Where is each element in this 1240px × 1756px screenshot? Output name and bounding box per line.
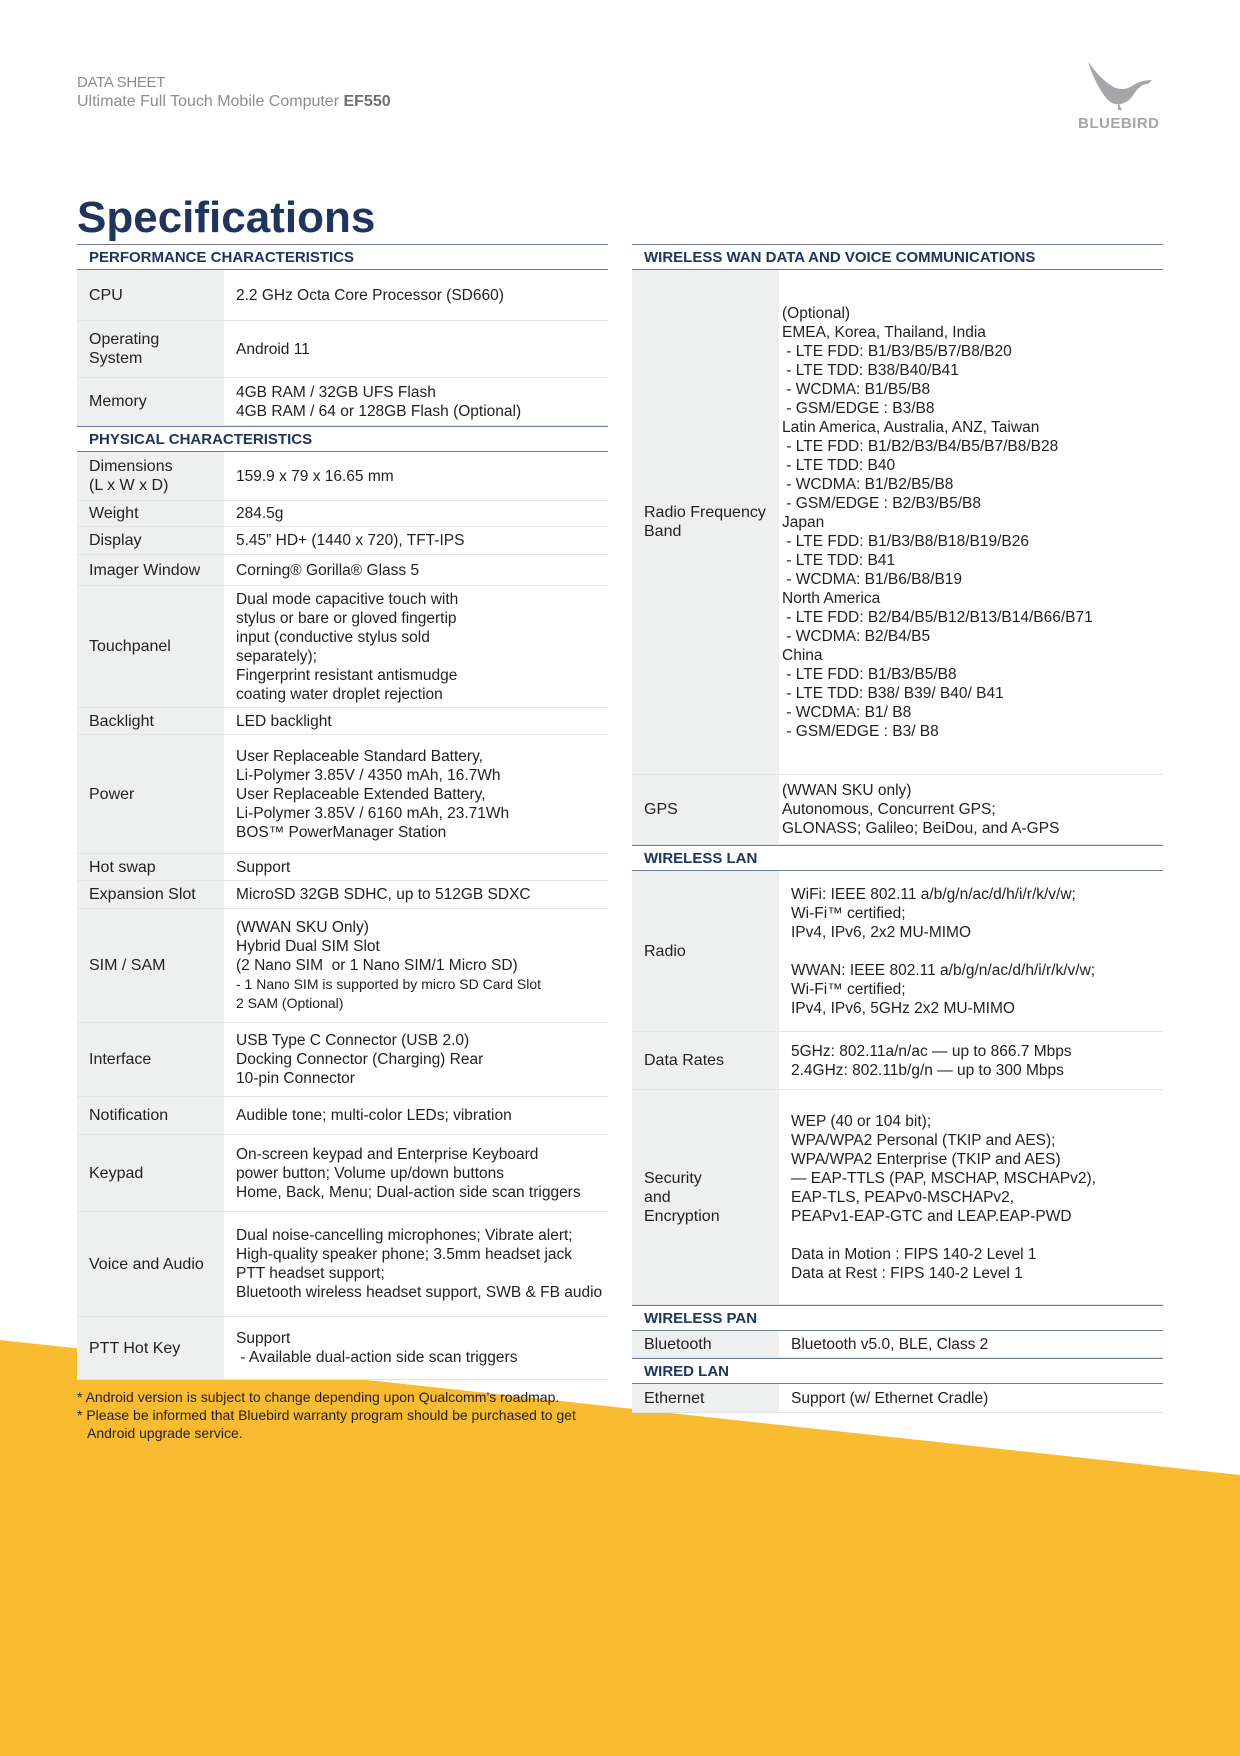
spec-value-line: Data at Rest : FIPS 140-2 Level 1 [791,1264,1023,1282]
spec-value-line: Japan [782,513,825,531]
spec-value-line: Audible tone; multi-color LEDs; vibration [236,1107,512,1124]
spec-value [224,881,608,908]
spec-value-line [791,942,1163,961]
spec-value-line: - LTE TDD: B38/B40/B41 [782,361,959,379]
spec-value-line: 2.2 GHz Octa Core Processor (SD660) [236,286,504,304]
spec-label: Display [77,527,224,554]
spec-value [224,452,608,500]
spec-value-line: PTT headset support; [236,1265,385,1282]
spec-value-line: Fingerprint resistant antismudge [236,666,458,684]
spec-label: Notification [77,1097,224,1134]
spec-value-line: power button; Volume up/down buttons [236,1164,504,1182]
spec-value-line: - WCDMA: B1/B6/B8/B19 [782,570,963,588]
spec-value [224,555,608,585]
spec-label: Keypad [77,1135,224,1211]
model-name: EF550 [343,93,391,110]
spec-value-line: - WCDMA: B2/B4/B5 [782,627,931,645]
spec-value [224,854,608,880]
spec-value-line: - LTE TDD: B38/ B39/ B40/ B41 [782,684,1004,702]
spec-value-line: - LTE FDD: B1/B3/B8/B18/B19/B26 [782,532,1029,550]
spec-row-hot-swap [77,854,608,881]
spec-value-line: (WWAN SKU Only) [236,919,369,936]
spec-value [224,378,608,425]
spec-value-line: Dual mode capacitive touch with [236,590,459,608]
spec-value-line: User Replaceable Extended Battery, [236,785,486,803]
spec-value-line: - GSM/EDGE : B3/ B8 [782,722,939,740]
spec-label: Weight [77,501,224,526]
spec-label: Interface [77,1023,224,1096]
spec-value-line: Wi-Fi™ certified; [791,980,906,998]
spec-label: CPU [77,270,224,320]
spec-value-line: IPv4, IPv6, 5GHz 2x2 MU-MIMO [791,999,1015,1017]
spec-value-line: - GSM/EDGE : B2/B3/B5/B8 [782,494,981,512]
spec-value-line: - WCDMA: B1/B2/B5/B8 [782,475,954,493]
spec-value [224,586,608,707]
spec-value-line: EAP-TLS, PEAPv0-MSCHAPv2, [791,1188,1015,1206]
section-header-wireless-lan: WIRELESS LAN [632,845,1163,871]
spec-value-line: Hybrid Dual SIM Slot [236,938,380,955]
spec-value-line: 284.5g [236,505,284,522]
spec-value-line: WPA/WPA2 Enterprise (TKIP and AES) [791,1150,1061,1168]
section-header-wireless-pan: WIRELESS PAN [632,1305,1163,1331]
spec-label: Touchpanel [77,586,224,707]
spec-row-voice-and-audio [77,1212,608,1317]
spec-value [779,1384,1163,1412]
spec-value-line: Bluetooth v5.0, BLE, Class 2 [791,1335,989,1353]
spec-row-security-and-encryption [632,1090,1163,1305]
spec-label: Dimensions (L x W x D) [77,452,224,500]
spec-value-line: (2 Nano SIM or 1 Nano SIM/1 Micro SD) [236,957,518,974]
spec-value-line: - LTE FDD: B1/B3/B5/B8 [782,665,957,683]
spec-label: Radio Frequency Band [632,270,779,774]
spec-row-operating-system [77,321,608,378]
spec-value-line: MicroSD 32GB SDHC, up to 512GB SDXC [236,886,531,903]
spec-row-data-rates [632,1032,1163,1090]
spec-row-memory [77,378,608,426]
spec-value [779,1331,1163,1357]
spec-value-line: 5.45” HD+ (1440 x 720), TFT-IPS [236,532,465,549]
bird-icon [1078,58,1158,113]
section-header-wired-lan: WIRED LAN [632,1358,1163,1384]
spec-value-line: WPA/WPA2 Personal (TKIP and AES); [791,1131,1056,1149]
spec-value-line: Li-Polymer 3.85V / 6160 mAh, 23.71Wh [236,804,510,822]
spec-value-line: High-quality speaker phone; 3.5mm headset jack [236,1246,573,1263]
spec-label: Hot swap [77,854,224,880]
section-header-wireless-wan-data-and-voice-communications: WIRELESS WAN DATA AND VOICE COMMUNICATIONS [632,244,1163,270]
spec-value-line: - WCDMA: B1/B5/B8 [782,380,931,398]
spec-value-line: Data in Motion : FIPS 140-2 Level 1 [791,1245,1037,1263]
spec-value-line: stylus or bare or gloved fingertip [236,609,457,627]
spec-value-line: — EAP-TTLS (PAP, MSCHAP, MSCHAPv2), [791,1169,1096,1187]
spec-value-line: - Available dual-action side scan triggers [236,1349,518,1366]
spec-value [224,1097,608,1134]
document-header [77,74,391,112]
product-line-row [77,92,391,112]
spec-value-line: Support [236,1330,291,1347]
spec-value [224,1135,608,1211]
spec-row-ptt-hot-key [77,1317,608,1380]
spec-value [779,1090,1163,1304]
spec-value [224,708,608,734]
spec-value-line: - LTE FDD: B1/B2/B3/B4/B5/B7/B8/B28 [782,437,1059,455]
spec-row-notification [77,1097,608,1135]
spec-value-line: 4GB RAM / 64 or 128GB Flash (Optional) [236,402,522,420]
spec-value-line: - LTE TDD: B41 [782,551,896,569]
spec-value [224,1317,608,1379]
spec-label: Backlight [77,708,224,734]
spec-value-line: 4GB RAM / 32GB UFS Flash [236,383,436,401]
spec-row-sim-sam [77,909,608,1023]
spec-label: GPS [632,775,779,844]
spec-value-line: WEP (40 or 104 bit); [791,1112,932,1130]
spec-value-line: USB Type C Connector (USB 2.0) [236,1032,470,1049]
spec-label: Power [77,735,224,853]
spec-value [224,1212,608,1316]
spec-value-line: - LTE FDD: B2/B4/B5/B12/B13/B14/B66/B71 [782,608,1093,626]
spec-value-line: Docking Connector (Charging) Rear [236,1051,484,1068]
spec-value-line: input (conductive stylus sold [236,628,430,646]
spec-row-dimensions-l-x-w-x-d [77,452,608,501]
spec-value-line: IPv4, IPv6, 2x2 MU-MIMO [791,923,972,941]
spec-row-radio-frequency-band [632,270,1163,775]
spec-value [224,527,608,554]
spec-value-line: EMEA, Korea, Thailand, India [782,323,986,341]
spec-value-line [791,1226,1163,1245]
spec-value-line: 5GHz: 802.11a/n/ac — up to 866.7 Mbps [791,1042,1072,1060]
doc-type: DATA SHEET [77,74,166,91]
spec-value [779,775,1163,844]
spec-value [224,270,608,320]
spec-value-line: Li-Polymer 3.85V / 4350 mAh, 16.7Wh [236,766,501,784]
spec-label: Data Rates [632,1032,779,1089]
section-header-physical-characteristics: PHYSICAL CHARACTERISTICS [77,426,608,452]
spec-value-line: (Optional) [782,304,851,322]
spec-row-expansion-slot [77,881,608,909]
spec-value-line: BOS™ PowerManager Station [236,823,447,841]
spec-value-line: On-screen keypad and Enterprise Keyboard [236,1145,539,1163]
spec-value-line: - WCDMA: B1/ B8 [782,703,912,721]
spec-value [224,501,608,526]
spec-label: Expansion Slot [77,881,224,908]
spec-row-backlight [77,708,608,735]
spec-row-gps [632,775,1163,845]
spec-value-line: 10-pin Connector [236,1070,355,1087]
spec-value [224,909,608,1022]
spec-value-line: - LTE FDD: B1/B3/B5/B7/B8/B20 [782,342,1012,360]
spec-value-line: LED backlight [236,712,332,730]
spec-row-weight [77,501,608,527]
page-title: Specifications [77,193,376,242]
spec-value-line: Corning® Gorilla® Glass 5 [236,561,420,579]
spec-value-line: Support (w/ Ethernet Cradle) [791,1389,989,1407]
product-line: Ultimate Full Touch Mobile Computer [77,93,340,110]
spec-label: Imager Window [77,555,224,585]
spec-value-line: Support [236,858,291,876]
spec-value [779,871,1163,1031]
spec-value-line: GLONASS; Galileo; BeiDou, and A-GPS [782,820,1060,837]
footnote: * Android version is subject to change depending upon Qualcomm’s roadmap. [77,1389,560,1405]
spec-value-line: North America [782,589,881,607]
spec-label: Ethernet [632,1384,779,1412]
spec-row-touchpanel [77,586,608,708]
spec-label: Radio [632,871,779,1031]
spec-label: Memory [77,378,224,425]
right-spec-column [632,244,1163,1413]
left-spec-column [77,244,608,1442]
footnote: * Please be informed that Bluebird warranty program should be purchased to get Android upgrade service. [77,1407,576,1441]
spec-value-line: Android 11 [236,340,310,358]
spec-label: Bluetooth [632,1331,779,1357]
spec-value-line: WiFi: IEEE 802.11 a/b/g/n/ac/d/h/i/r/k/v/w; [791,885,1076,903]
spec-value-line: - LTE TDD: B40 [782,456,896,474]
spec-value-line: separately); [236,647,317,665]
spec-value-line: PEAPv1-EAP-GTC and LEAP.EAP-PWD [791,1207,1072,1225]
spec-value-line: - GSM/EDGE : B3/B8 [782,399,935,417]
spec-value-line: User Replaceable Standard Battery, [236,747,483,765]
spec-value [779,1032,1163,1089]
spec-value-line: coating water droplet rejection [236,685,443,703]
spec-label: PTT Hot Key [77,1317,224,1379]
bluebird-logo [1078,58,1168,132]
spec-value-line: 159.9 x 79 x 16.65 mm [236,467,394,485]
spec-value-line: WWAN: IEEE 802.11 a/b/g/n/ac/d/h/i/r/k/v/w; [791,961,1096,979]
spec-value-line: (WWAN SKU only) [782,782,912,799]
spec-value-line: 2.4GHz: 802.11b/g/n — up to 300 Mbps [791,1061,1064,1079]
spec-label: Voice and Audio [77,1212,224,1316]
spec-value [224,321,608,377]
spec-row-bluetooth [632,1331,1163,1358]
spec-row-radio [632,871,1163,1032]
spec-row-ethernet [632,1384,1163,1413]
spec-value-line: China [782,646,823,664]
spec-row-display [77,527,608,555]
spec-label: Security and Encryption [632,1090,779,1304]
spec-row-interface [77,1023,608,1097]
spec-row-imager-window [77,555,608,586]
spec-row-power [77,735,608,854]
spec-value-line: - 1 Nano SIM is supported by micro SD Card Slot [236,976,542,992]
spec-value-line: Autonomous, Concurrent GPS; [782,801,996,818]
spec-row-cpu [77,270,608,321]
section-header-performance-characteristics: PERFORMANCE CHARACTERISTICS [77,244,608,270]
spec-value-line: 2 SAM (Optional) [236,995,344,1011]
spec-value-line: Bluetooth wireless headset support, SWB & FB audio [236,1284,603,1301]
spec-value [224,1023,608,1096]
spec-value [779,270,1163,774]
spec-label: Operating System [77,321,224,377]
spec-value-line: Wi-Fi™ certified; [791,904,906,922]
spec-value-line: Home, Back, Menu; Dual-action side scan triggers [236,1183,581,1201]
spec-value-line: Dual noise-cancelling microphones; Vibrate alert; [236,1227,573,1244]
brand-wordmark: BLUEBIRD [1078,115,1160,132]
spec-value-line: Latin America, Australia, ANZ, Taiwan [782,418,1040,436]
spec-value [224,735,608,853]
spec-label: SIM / SAM [77,909,224,1022]
footnotes [77,1388,608,1442]
spec-row-keypad [77,1135,608,1212]
